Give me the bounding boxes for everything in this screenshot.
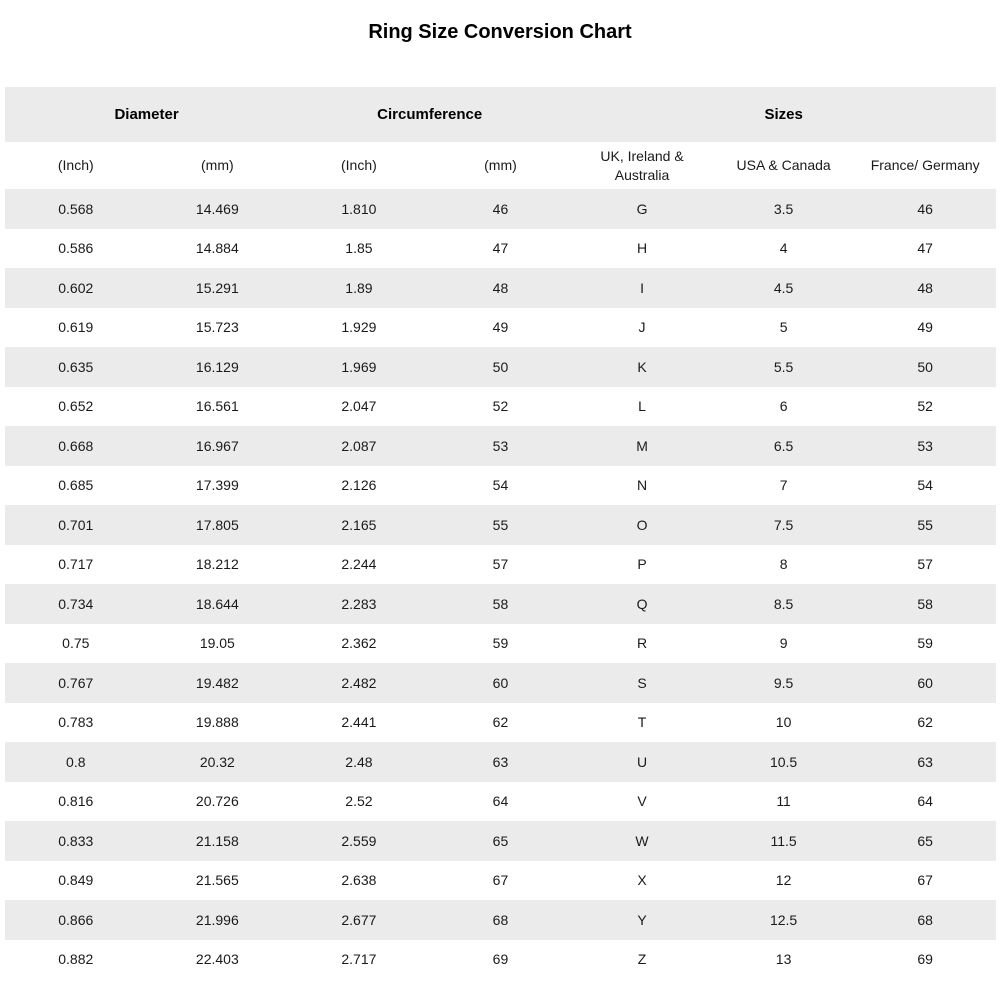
column-header: (mm) — [430, 142, 572, 189]
table-cell: 50 — [854, 347, 996, 387]
ring-size-conversion-table — [5, 87, 996, 979]
table-cell: 2.047 — [288, 387, 430, 427]
table-cell: 0.602 — [5, 268, 147, 308]
table-cell: 48 — [854, 268, 996, 308]
table-cell: 52 — [430, 387, 572, 427]
column-header: (Inch) — [5, 142, 147, 189]
table-cell: 22.403 — [147, 940, 289, 980]
table-row — [5, 861, 996, 901]
table-cell: 0.717 — [5, 545, 147, 585]
table-cell: 2.283 — [288, 584, 430, 624]
table-cell: 64 — [854, 782, 996, 822]
table-cell: K — [571, 347, 713, 387]
table-cell: 64 — [430, 782, 572, 822]
table-cell: 0.586 — [5, 229, 147, 269]
table-cell: 48 — [430, 268, 572, 308]
table-head — [5, 87, 996, 189]
table-cell: 0.816 — [5, 782, 147, 822]
table-cell: 6 — [713, 387, 855, 427]
table-cell: S — [571, 663, 713, 703]
table-cell: 2.362 — [288, 624, 430, 664]
table-cell: 3.5 — [713, 189, 855, 229]
table-cell: 63 — [430, 742, 572, 782]
table-cell: 59 — [854, 624, 996, 664]
table-cell: 0.635 — [5, 347, 147, 387]
table-cell: 2.638 — [288, 861, 430, 901]
table-cell: 0.849 — [5, 861, 147, 901]
page-title: Ring Size Conversion Chart — [368, 21, 632, 43]
table-cell: 2.126 — [288, 466, 430, 506]
table-cell: 68 — [854, 900, 996, 940]
table-cell: 5.5 — [713, 347, 855, 387]
table-cell: 59 — [430, 624, 572, 664]
table-cell: 0.8 — [5, 742, 147, 782]
table-cell: 8.5 — [713, 584, 855, 624]
table-cell: 47 — [854, 229, 996, 269]
table-cell: 62 — [854, 703, 996, 743]
table-cell: 10 — [713, 703, 855, 743]
table-cell: 2.717 — [288, 940, 430, 980]
table-cell: 21.565 — [147, 861, 289, 901]
table-cell: 14.469 — [147, 189, 289, 229]
table-cell: 2.482 — [288, 663, 430, 703]
table-row — [5, 940, 996, 980]
table-cell: Q — [571, 584, 713, 624]
table-cell: 1.810 — [288, 189, 430, 229]
table-cell: O — [571, 505, 713, 545]
table-cell: 69 — [430, 940, 572, 980]
table-cell: Z — [571, 940, 713, 980]
table-body — [5, 189, 996, 979]
table-row — [5, 782, 996, 822]
table-cell: 14.884 — [147, 229, 289, 269]
table-cell: 21.996 — [147, 900, 289, 940]
column-header: (Inch) — [288, 142, 430, 189]
table-cell: 58 — [854, 584, 996, 624]
table-cell: M — [571, 426, 713, 466]
table-cell: 12 — [713, 861, 855, 901]
table-cell: 46 — [854, 189, 996, 229]
table-cell: N — [571, 466, 713, 506]
table-cell: 16.967 — [147, 426, 289, 466]
table-cell: 62 — [430, 703, 572, 743]
table-cell: 52 — [854, 387, 996, 427]
table-cell: G — [571, 189, 713, 229]
group-header-circumference: Circumference — [288, 87, 571, 142]
table-cell: 21.158 — [147, 821, 289, 861]
table-cell: 67 — [430, 861, 572, 901]
table-cell: 65 — [430, 821, 572, 861]
table-cell: 6.5 — [713, 426, 855, 466]
table-row — [5, 308, 996, 348]
table-cell: 60 — [430, 663, 572, 703]
table-row — [5, 821, 996, 861]
table-cell: 65 — [854, 821, 996, 861]
table-cell: J — [571, 308, 713, 348]
table-cell: 1.969 — [288, 347, 430, 387]
table-cell: 19.482 — [147, 663, 289, 703]
table-cell: 12.5 — [713, 900, 855, 940]
table-cell: 17.805 — [147, 505, 289, 545]
table-cell: U — [571, 742, 713, 782]
table-cell: 2.441 — [288, 703, 430, 743]
table-row — [5, 505, 996, 545]
table-cell: 15.291 — [147, 268, 289, 308]
group-header-diameter: Diameter — [5, 87, 288, 142]
table-row — [5, 584, 996, 624]
table-row — [5, 900, 996, 940]
table-row — [5, 624, 996, 664]
column-header: (mm) — [147, 142, 289, 189]
table-cell: 68 — [430, 900, 572, 940]
table-cell: 1.89 — [288, 268, 430, 308]
table-cell: 0.568 — [5, 189, 147, 229]
table-cell: 0.767 — [5, 663, 147, 703]
table-cell: 55 — [430, 505, 572, 545]
table-row — [5, 347, 996, 387]
table-cell: 50 — [430, 347, 572, 387]
table-row — [5, 703, 996, 743]
table-cell: 2.677 — [288, 900, 430, 940]
table-cell: 15.723 — [147, 308, 289, 348]
table-cell: 2.48 — [288, 742, 430, 782]
table-cell: 2.165 — [288, 505, 430, 545]
table-row — [5, 189, 996, 229]
table-cell: 54 — [430, 466, 572, 506]
table-cell: 13 — [713, 940, 855, 980]
table-row — [5, 466, 996, 506]
table-cell: R — [571, 624, 713, 664]
table-cell: 53 — [854, 426, 996, 466]
table-cell: 0.734 — [5, 584, 147, 624]
table-cell: 7.5 — [713, 505, 855, 545]
table-cell: 4 — [713, 229, 855, 269]
table-cell: 0.652 — [5, 387, 147, 427]
table-cell: 53 — [430, 426, 572, 466]
table-cell: 1.929 — [288, 308, 430, 348]
table-cell: 46 — [430, 189, 572, 229]
table-row — [5, 229, 996, 269]
table-cell: 2.52 — [288, 782, 430, 822]
table-cell: 0.685 — [5, 466, 147, 506]
table-cell: 2.087 — [288, 426, 430, 466]
table-cell: 58 — [430, 584, 572, 624]
table-cell: 49 — [430, 308, 572, 348]
column-header: USA & Canada — [713, 142, 855, 189]
table-cell: 18.644 — [147, 584, 289, 624]
table-cell: 1.85 — [288, 229, 430, 269]
table-cell: 0.75 — [5, 624, 147, 664]
table-cell: P — [571, 545, 713, 585]
table-cell: 0.833 — [5, 821, 147, 861]
table-cell: 11 — [713, 782, 855, 822]
table-row — [5, 268, 996, 308]
table-cell: 19.05 — [147, 624, 289, 664]
table-cell: 55 — [854, 505, 996, 545]
table-cell: 47 — [430, 229, 572, 269]
table-cell: 18.212 — [147, 545, 289, 585]
table-cell: 0.866 — [5, 900, 147, 940]
table-cell: Y — [571, 900, 713, 940]
table-cell: 11.5 — [713, 821, 855, 861]
table-cell: L — [571, 387, 713, 427]
table-cell: 9.5 — [713, 663, 855, 703]
group-header-sizes: Sizes — [571, 87, 996, 142]
table-cell: 54 — [854, 466, 996, 506]
table-cell: 19.888 — [147, 703, 289, 743]
table-cell: 10.5 — [713, 742, 855, 782]
table-cell: 57 — [854, 545, 996, 585]
table-row — [5, 426, 996, 466]
column-header: UK, Ireland & Australia — [571, 142, 713, 189]
table-cell: 67 — [854, 861, 996, 901]
table-cell: 17.399 — [147, 466, 289, 506]
table-cell: 20.726 — [147, 782, 289, 822]
column-header-row — [5, 142, 996, 189]
table-cell: 16.129 — [147, 347, 289, 387]
column-header: France/ Germany — [854, 142, 996, 189]
table-cell: 69 — [854, 940, 996, 980]
table-cell: 20.32 — [147, 742, 289, 782]
table-row — [5, 545, 996, 585]
table-row — [5, 387, 996, 427]
group-header-row — [5, 87, 996, 142]
table-cell: 60 — [854, 663, 996, 703]
table-cell: 7 — [713, 466, 855, 506]
table-cell: 8 — [713, 545, 855, 585]
table-cell: 2.559 — [288, 821, 430, 861]
table-cell: 16.561 — [147, 387, 289, 427]
table-cell: V — [571, 782, 713, 822]
table-cell: H — [571, 229, 713, 269]
table-cell: X — [571, 861, 713, 901]
table-row — [5, 663, 996, 703]
table-cell: 49 — [854, 308, 996, 348]
table-cell: 4.5 — [713, 268, 855, 308]
table-cell: W — [571, 821, 713, 861]
table-cell: I — [571, 268, 713, 308]
table-row — [5, 742, 996, 782]
table-cell: T — [571, 703, 713, 743]
table-cell: 63 — [854, 742, 996, 782]
table-cell: 0.619 — [5, 308, 147, 348]
table-cell: 0.668 — [5, 426, 147, 466]
table-cell: 0.783 — [5, 703, 147, 743]
table-cell: 0.701 — [5, 505, 147, 545]
table-cell: 9 — [713, 624, 855, 664]
table-cell: 5 — [713, 308, 855, 348]
table-cell: 2.244 — [288, 545, 430, 585]
table-cell: 57 — [430, 545, 572, 585]
table-cell: 0.882 — [5, 940, 147, 980]
